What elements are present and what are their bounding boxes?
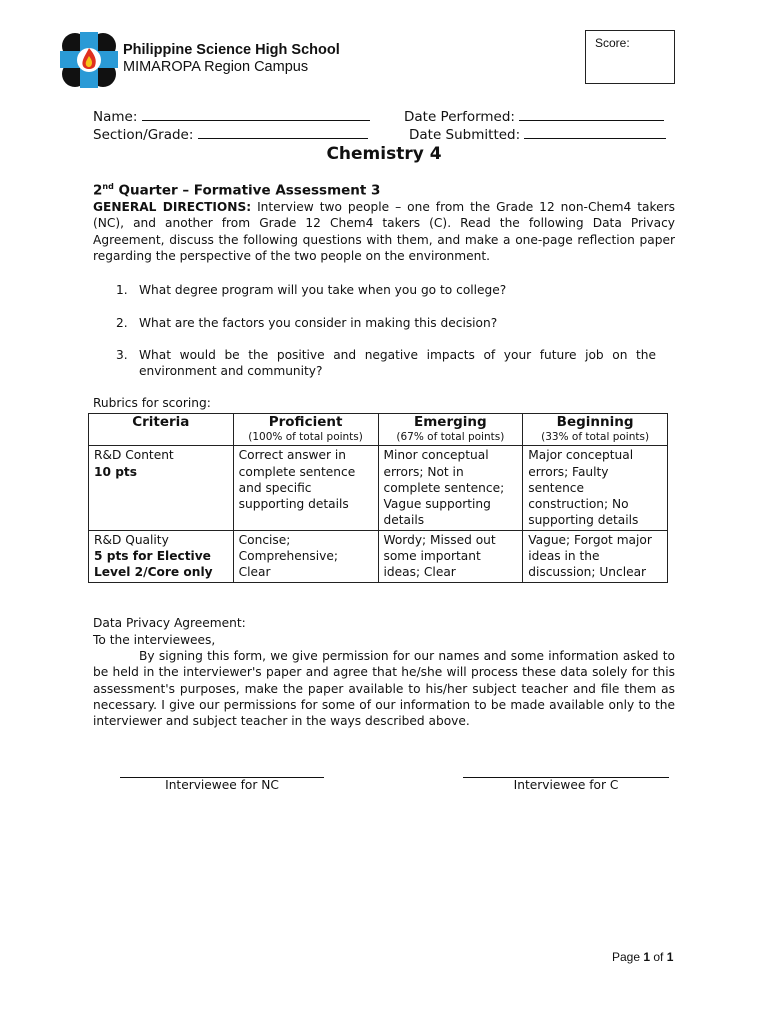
table-row <box>89 530 668 582</box>
signature-label-nc: Interviewee for NC <box>165 778 279 792</box>
criteria-cell: R&D Content 10 pts <box>89 446 234 530</box>
subtitle-rest: Quarter – Formative Assessment 3 <box>113 182 381 199</box>
header-criteria: Criteria <box>89 414 234 446</box>
page-word: Page <box>612 950 644 964</box>
subtitle-ordinal: 2 <box>93 182 103 199</box>
question-item <box>116 282 656 298</box>
question-text: What degree program will you take when you go to college? <box>139 283 507 297</box>
page-current: 1 <box>643 950 651 964</box>
name-label: Name: <box>93 109 138 125</box>
of-word: of <box>650 950 667 964</box>
question-number: 1. <box>116 283 128 297</box>
date-performed-label: Date Performed: <box>404 109 515 125</box>
question-item <box>116 315 656 331</box>
section-label: Section/Grade: <box>93 127 194 143</box>
rubric-caption: Rubrics for scoring: <box>93 396 211 410</box>
signature-label-c: Interviewee for C <box>513 778 619 792</box>
agreement-heading: Data Privacy Agreement: <box>93 616 246 630</box>
date-performed-field <box>404 107 664 125</box>
school-logo <box>60 32 118 88</box>
agreement-body: By signing this form, we give permission for our names and some information asked to be held in the interviewer's paper and agree that he/she will process these data solely for this assessment's purposes, make the paper available to his/her subject teacher and file them as necessary. I give our permissions for some of our information to be made available only to the interviewer and subject teacher in the ways described above. <box>93 649 675 729</box>
general-directions <box>93 199 675 264</box>
school-name: Philippine Science High School <box>123 42 340 58</box>
date-performed-blank[interactable] <box>519 107 664 121</box>
section-field <box>93 125 368 143</box>
subtitle-suffix: nd <box>102 182 114 191</box>
criteria-cell: R&D Quality 5 pts for Elective Level 2/Core only <box>89 530 234 582</box>
date-submitted-field <box>409 125 666 143</box>
header-proficient: Proficient (100% of total points) <box>233 414 378 446</box>
proficient-cell: Correct answer in complete sentence and specific supporting details <box>233 446 378 530</box>
name-field <box>93 107 370 125</box>
score-label: Score: <box>595 36 630 50</box>
proficient-cell: Concise; Comprehensive; Clear <box>233 530 378 582</box>
rubric-table <box>88 413 668 583</box>
question-number: 3. <box>116 348 128 362</box>
agreement-salutation: To the interviewees, <box>93 633 216 647</box>
beginning-cell: Vague; Forgot major ideas in the discussion; Unclear <box>523 530 668 582</box>
table-row <box>89 446 668 530</box>
date-submitted-label: Date Submitted: <box>409 127 521 143</box>
emerging-cell: Minor conceptual errors; Not in complete sentence; Vague supporting details <box>378 446 523 530</box>
question-text: What are the factors you consider in making this decision? <box>139 316 498 330</box>
assessment-subtitle <box>93 182 380 199</box>
rubric-header-row <box>89 414 668 446</box>
header-emerging: Emerging (67% of total points) <box>378 414 523 446</box>
score-box <box>585 30 675 84</box>
header-beginning: Beginning (33% of total points) <box>523 414 668 446</box>
name-blank[interactable] <box>142 107 370 121</box>
date-submitted-blank[interactable] <box>524 125 666 139</box>
emerging-cell: Wordy; Missed out some important ideas; Clear <box>378 530 523 582</box>
section-blank[interactable] <box>198 125 368 139</box>
beginning-cell: Major conceptual errors; Faulty sentence construction; No supporting details <box>523 446 668 530</box>
campus-name: MIMAROPA Region Campus <box>123 59 309 75</box>
page-total: 1 <box>666 950 674 964</box>
directions-label: GENERAL DIRECTIONS: <box>93 200 252 214</box>
question-text: What would be the positive and negative impacts of your future job on the environment and community? <box>139 348 656 379</box>
question-item <box>116 347 656 380</box>
page-number <box>612 950 673 964</box>
document-title: Chemistry 4 <box>326 144 442 164</box>
question-number: 2. <box>116 316 128 330</box>
directions-text: Interview two people – one from the Grade 12 non-Chem4 takers (NC), and another from Grade 12 Chem4 takers (C). Read the following Data Privacy Agreement, discuss the following questions with them, and make a one-page reflection paper regarding the perspective of the two people on the environment. <box>93 200 675 263</box>
